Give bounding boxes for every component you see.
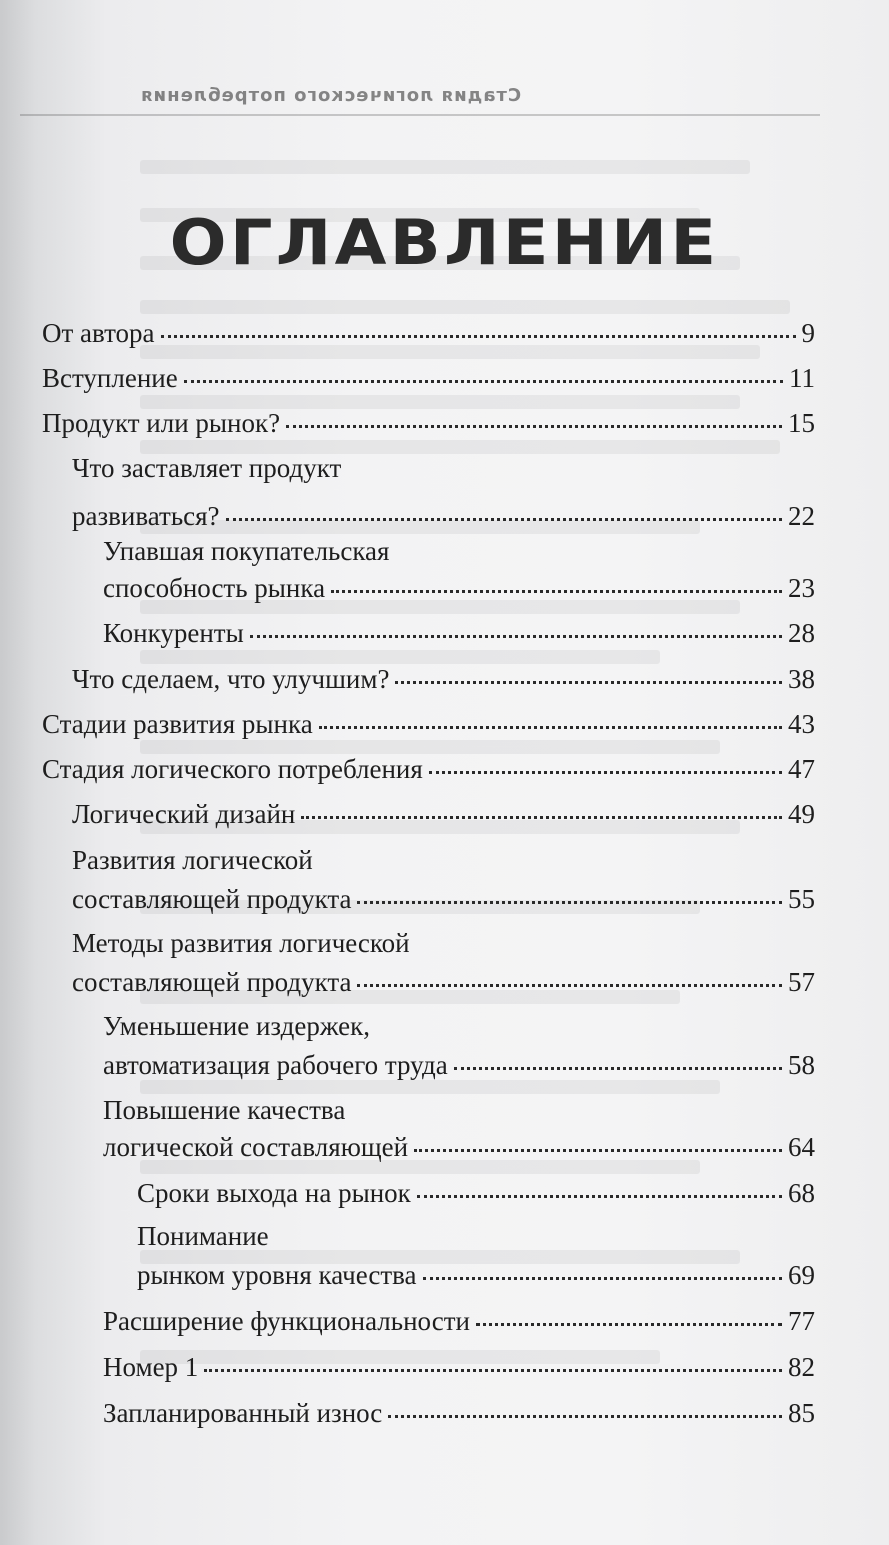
toc-entry[interactable] <box>72 797 815 831</box>
dot-leader <box>454 1067 782 1070</box>
dot-leader <box>204 1369 782 1372</box>
toc-entry-lines <box>103 1009 815 1082</box>
dot-leader <box>476 1323 782 1326</box>
dot-leader <box>429 771 782 774</box>
toc-entry-page: 43 <box>788 709 815 739</box>
toc-entry[interactable] <box>72 451 815 533</box>
toc-entry-title: Вступление <box>42 363 178 393</box>
toc-entry-title-line: Развития логической <box>72 845 313 875</box>
toc-entry-title-line: способность рынка <box>103 573 326 603</box>
dot-leader <box>423 1277 782 1280</box>
dot-leader <box>395 681 782 684</box>
toc-entry-line <box>72 797 815 831</box>
dot-leader <box>319 726 782 729</box>
toc-entry-page: 47 <box>788 754 815 784</box>
toc-entry-line <box>103 1350 815 1384</box>
toc-entry[interactable] <box>103 1396 815 1430</box>
toc-entry-title: Логический дизайн <box>72 799 296 829</box>
toc-entry[interactable] <box>72 662 815 696</box>
dot-leader <box>250 635 782 638</box>
page-title: ОГЛАВЛЕНИЕ <box>169 206 720 279</box>
toc-entry-line <box>103 1130 815 1164</box>
toc-entry-title-line: Повышение качества <box>103 1095 346 1125</box>
toc-entry-page: 38 <box>788 664 815 694</box>
toc-entry-title-line: развиваться? <box>72 501 220 531</box>
toc-entry-page: 69 <box>788 1260 815 1290</box>
toc-entry-page: 23 <box>788 573 815 603</box>
toc-entry-title: Продукт или рынок? <box>42 408 281 438</box>
toc-entry[interactable] <box>72 843 815 916</box>
toc-entry-line <box>72 499 815 533</box>
toc-entry-page: 55 <box>788 884 815 914</box>
dot-leader <box>357 901 782 904</box>
toc-entry-lines <box>103 534 815 605</box>
toc-entry[interactable] <box>42 361 815 395</box>
toc-entry-line <box>103 616 815 650</box>
dot-leader <box>331 590 782 593</box>
toc-entry[interactable] <box>42 406 815 440</box>
toc-entry-line <box>103 1048 815 1082</box>
toc-entry-lines <box>72 843 815 916</box>
toc-entry-title-line: рынком уровня качества <box>137 1260 417 1290</box>
toc-entry-line <box>42 707 815 741</box>
toc-entry-title: Сроки выхода на рынок <box>137 1178 411 1208</box>
toc-entry-title: Конкуренты <box>103 618 244 648</box>
toc-entry[interactable] <box>72 926 815 999</box>
dot-leader <box>388 1415 782 1418</box>
dot-leader <box>184 380 783 383</box>
toc-entry[interactable] <box>137 1176 815 1210</box>
toc-entry-page: 22 <box>788 501 815 531</box>
toc-entry-page: 82 <box>788 1352 815 1382</box>
toc-entry-line <box>42 752 815 786</box>
toc-entry-line <box>72 882 815 916</box>
toc-entry[interactable] <box>42 707 815 741</box>
toc-entry-title: Что сделаем, что улучшим? <box>72 664 390 694</box>
toc-entry-title-line: Что заставляет продукт <box>72 453 342 483</box>
toc-entry-lines <box>137 1219 815 1292</box>
toc-entry[interactable] <box>137 1219 815 1292</box>
toc-entry-lines <box>103 1093 815 1164</box>
toc-entry-page: 9 <box>801 318 815 348</box>
dot-leader <box>226 518 782 521</box>
toc-entry-page: 68 <box>788 1178 815 1208</box>
toc-entry-line <box>42 316 815 350</box>
dot-leader <box>414 1149 782 1152</box>
toc-entry-line <box>137 1258 815 1292</box>
dot-leader <box>417 1195 782 1198</box>
toc-entry-page: 58 <box>788 1050 815 1080</box>
toc-entry-title: Номер 1 <box>103 1352 199 1382</box>
toc-entry-title: Стадии развития рынка <box>42 709 313 739</box>
toc-entry-line <box>137 1176 815 1210</box>
toc-entry-line <box>42 361 815 395</box>
toc-entry-title-line: Понимание <box>137 1221 269 1251</box>
dot-leader <box>286 425 782 428</box>
toc-entry[interactable] <box>103 1009 815 1082</box>
toc-entry-line <box>42 406 815 440</box>
toc-entry-title-line: Упавшая покупательская <box>103 536 390 566</box>
toc-entry[interactable] <box>103 1304 815 1338</box>
toc-entry-title-line: автоматизация рабочего труда <box>103 1050 448 1080</box>
toc-entry[interactable] <box>103 534 815 605</box>
toc-entry-line <box>103 1304 815 1338</box>
toc-entry[interactable] <box>42 752 815 786</box>
toc-entry-page: 28 <box>788 618 815 648</box>
toc-entry[interactable] <box>103 1350 815 1384</box>
toc-entry-page: 77 <box>788 1306 815 1336</box>
toc-entry-title: От автора <box>42 318 155 348</box>
toc-entry-title-line: логической составляющей <box>103 1132 409 1162</box>
toc-entry-title-line: составляющей продукта <box>72 884 352 914</box>
toc-entry[interactable] <box>103 616 815 650</box>
bleed-title: Стадия логического потребления <box>140 85 522 106</box>
toc-entry-page: 64 <box>788 1132 815 1162</box>
toc-entry-title-line: Методы развития логической <box>72 928 410 958</box>
toc-entry-page: 57 <box>788 967 815 997</box>
toc-entry-line <box>103 571 815 605</box>
toc-entry-title: Стадия логического потребления <box>42 754 423 784</box>
toc-entry-title-line: составляющей продукта <box>72 967 352 997</box>
toc-entry-page: 49 <box>788 799 815 829</box>
toc-entry-title-line: Уменьшение издержек, <box>103 1011 370 1041</box>
toc-entry-line <box>72 662 815 696</box>
dot-leader <box>161 335 796 338</box>
toc-entry-lines <box>72 926 815 999</box>
toc-entry-line <box>72 965 815 999</box>
toc-entry-title: Запланированный износ <box>103 1398 383 1428</box>
toc-entry-line <box>103 1396 815 1430</box>
toc-entry-title: Расширение функциональности <box>103 1306 470 1336</box>
toc-entry[interactable] <box>103 1093 815 1164</box>
dot-leader <box>357 984 782 987</box>
toc-entry-page: 11 <box>789 363 815 393</box>
dot-leader <box>301 816 782 819</box>
toc-entry-page: 15 <box>788 408 815 438</box>
toc-entry[interactable] <box>42 316 815 350</box>
toc-entry-page: 85 <box>788 1398 815 1428</box>
toc-entry-lines <box>72 451 815 533</box>
